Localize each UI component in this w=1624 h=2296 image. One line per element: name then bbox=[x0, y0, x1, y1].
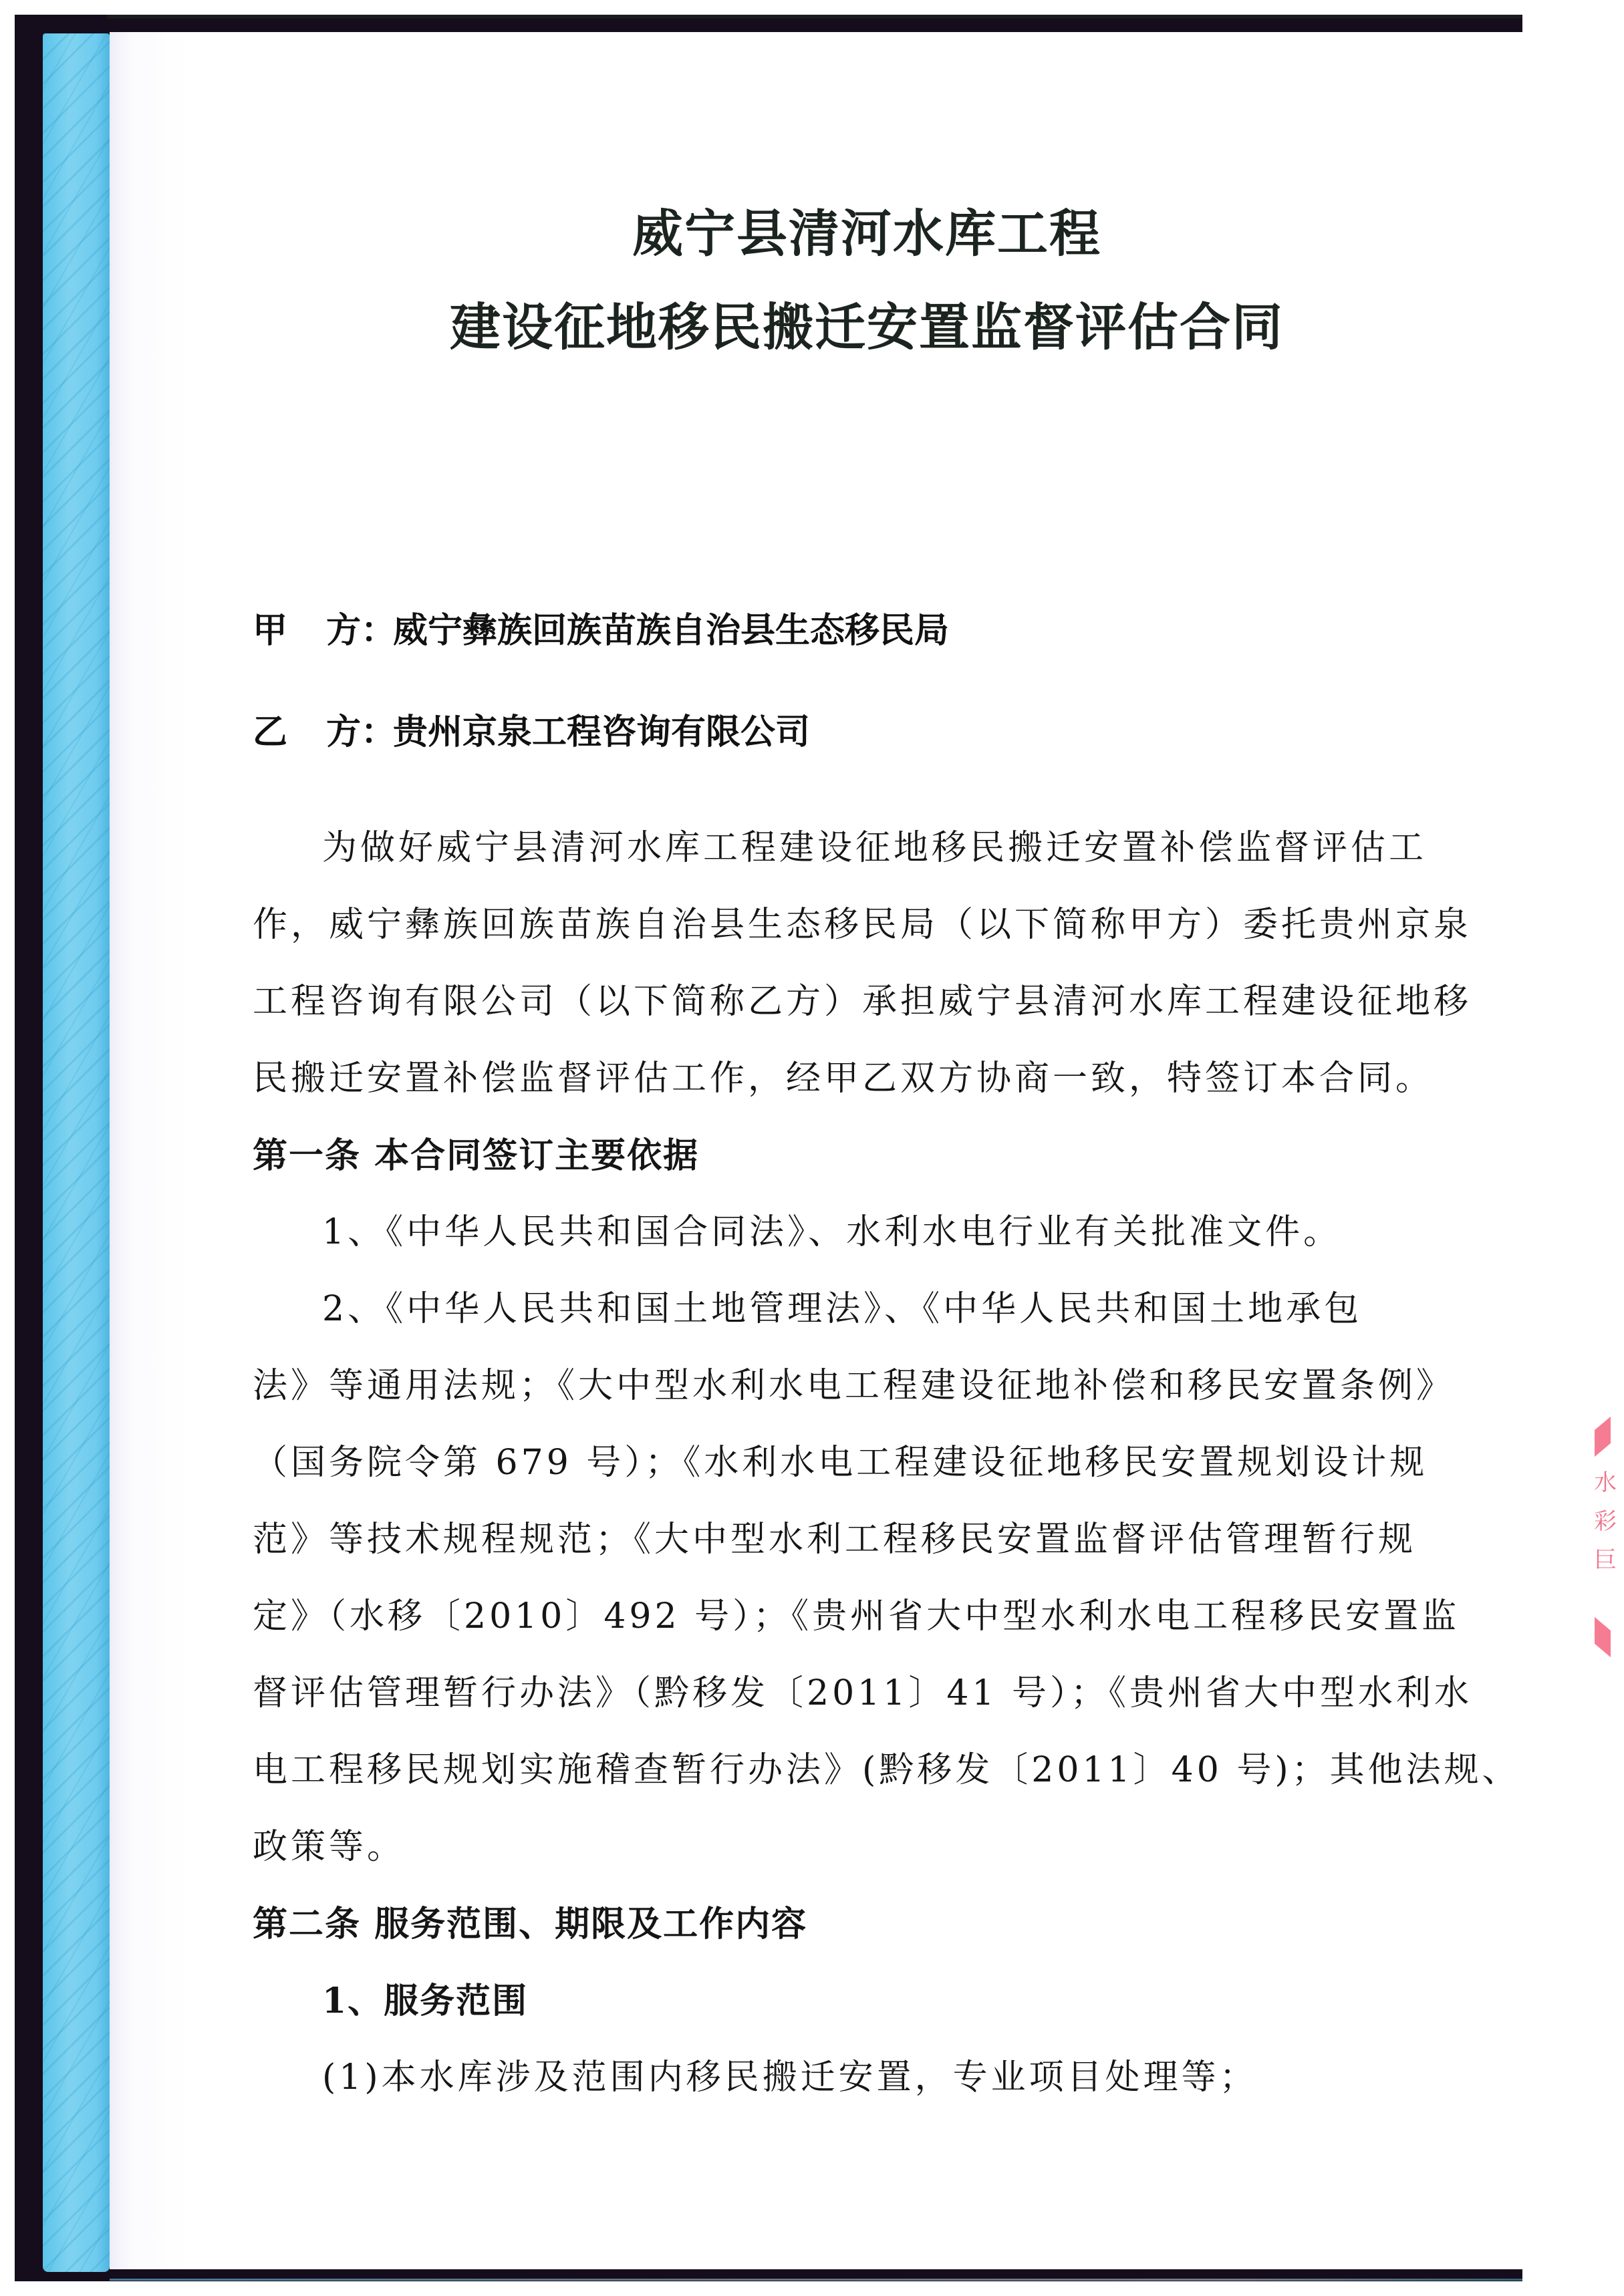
basis-item-2-line: 定》（水移〔2010〕492 号）；《贵州省大中型水利水电工程移民安置监 bbox=[253, 1596, 1460, 1636]
spine-texture bbox=[43, 33, 110, 2272]
basis-item-2-line: 法》等通用法规；《大中型水利水电工程建设征地补偿和移民安置条例》 bbox=[253, 1366, 1455, 1406]
party-a-label bbox=[253, 610, 396, 651]
page-bottom-edge bbox=[110, 2279, 1522, 2281]
binding-spine bbox=[43, 33, 110, 2272]
basis-item-2-line: 督评估管理暂行办法》（黔移发〔2011〕41 号）；《贵州省大中型水利水 bbox=[253, 1673, 1473, 1713]
frame-top-edge bbox=[107, 15, 1522, 19]
party-a-name: 威宁彝族回族苗族自治县生态移民局 bbox=[393, 610, 950, 651]
seal-char: 巨 bbox=[1594, 1547, 1617, 1574]
party-b-label-first: 乙 bbox=[253, 712, 288, 752]
intro-paragraph-line: 工程咨询有限公司（以下简称乙方）承担威宁县清河水库工程建设征地移 bbox=[253, 982, 1472, 1022]
seal-char: 彩 bbox=[1594, 1508, 1617, 1535]
seal-characters bbox=[1592, 1463, 1619, 1580]
party-a-label-first: 甲 bbox=[253, 610, 288, 651]
party-b-label-second: 方： bbox=[326, 712, 396, 752]
basis-item-2-line: 范》等技术规程规范；《大中型水利工程移民安置监督评估管理暂行规 bbox=[253, 1520, 1417, 1560]
basis-item-2-line: 电工程移民规划实施稽查暂行办法》(黔移发〔2011〕40 号)；其他法规、 bbox=[253, 1750, 1520, 1790]
service-scope-subheading: 1、服务范围 bbox=[322, 1981, 529, 2021]
basis-item-2-line: （国务院令第 679 号）；《水利水电工程建设征地移民安置规划设计规 bbox=[253, 1443, 1428, 1483]
party-b-label bbox=[253, 712, 396, 752]
document-title-line-1: 威宁县清河水库工程 bbox=[632, 204, 1101, 263]
contract-body bbox=[253, 810, 1520, 2116]
basis-item-1: 1、《中华人民共和国合同法》、水利水电行业有关批准文件。 bbox=[322, 1212, 1342, 1252]
intro-paragraph-line: 作，威宁彝族回族苗族自治县生态移民局（以下简称甲方）委托贵州京泉 bbox=[253, 905, 1472, 945]
basis-item-2-line: 2、《中华人民共和国土地管理法》、《中华人民共和国土地承包 bbox=[322, 1289, 1363, 1329]
article-1-heading: 第一条 本合同签订主要依据 bbox=[253, 1135, 700, 1176]
party-b bbox=[253, 712, 811, 752]
party-a-label-second: 方： bbox=[326, 610, 396, 651]
article-2-heading: 第二条 服务范围、期限及工作内容 bbox=[253, 1904, 808, 1945]
intro-paragraph-line: 为做好威宁县清河水库工程建设征地移民搬迁安置补偿监督评估工 bbox=[322, 828, 1428, 868]
basis-item-2-line: 政策等。 bbox=[253, 1827, 406, 1867]
seal-arc-bottom bbox=[1595, 1617, 1611, 1657]
service-scope-item-1: (1)本水库涉及范围内移民搬迁安置，专业项目处理等； bbox=[322, 2057, 1258, 2098]
party-b-name: 贵州京泉工程咨询有限公司 bbox=[393, 712, 811, 752]
seal-char: 水 bbox=[1594, 1469, 1617, 1496]
red-seal-stamp bbox=[1591, 1423, 1624, 1664]
party-a bbox=[253, 610, 950, 651]
intro-paragraph-line: 民搬迁安置补偿监督评估工作，经甲乙双方协商一致，特签订本合同。 bbox=[253, 1058, 1434, 1099]
document-title-line-2: 建设征地移民搬迁安置监督评估合同 bbox=[450, 297, 1284, 357]
